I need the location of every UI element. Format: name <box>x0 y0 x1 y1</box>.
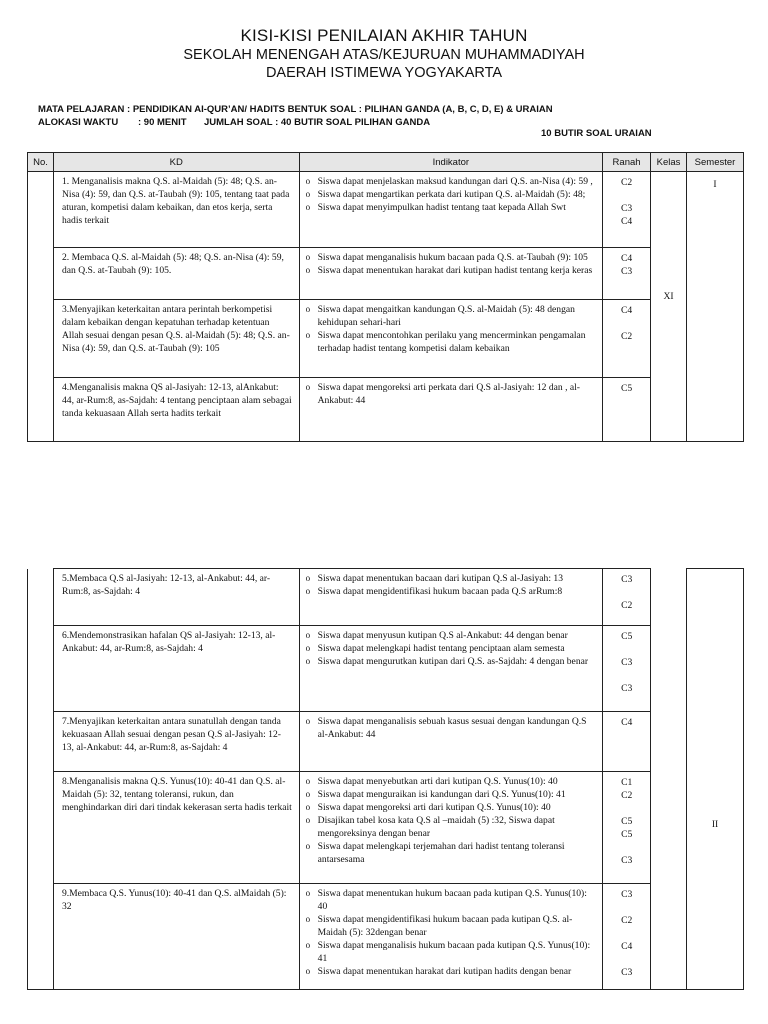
ranah-value <box>603 927 650 940</box>
ranah-value: C2 <box>620 331 633 342</box>
indikator-item: o Siswa dapat menyimpulkan hadist tentang taat kepada Allah Swt <box>306 201 599 214</box>
kd-cell: 7.Menyajikan keterkaitan antara sunatullah dengan tanda kekuasaan Allah sesuai dengan pesan Q.S al-Jasiyah: 12-13, al-Ankabut: 44, ar-Rum:8, as-Sajdah: 4 <box>53 712 299 772</box>
kd-cell: 2. Membaca Q.S. al-Maidah (5): 48; Q.S. an-Nisa (4): 59, dan Q.S. at-Taubah (9): 105. <box>53 248 299 300</box>
ranah-value <box>603 317 650 330</box>
col-no: No. <box>28 153 54 172</box>
ranah-value <box>603 802 650 815</box>
ranah-value: C2 <box>621 790 633 801</box>
meta-alokasi-value: : 90 MENIT <box>138 117 187 128</box>
ranah-cell <box>603 248 651 300</box>
indikator-item: o Siswa dapat menguraikan isi kandungan dari Q.S. Yunus(10): 41 <box>306 788 599 801</box>
ranah-value: C5 <box>620 383 633 394</box>
ranah-value <box>603 669 650 682</box>
semester-cell: II <box>687 569 744 990</box>
kd-cell: 5.Membaca Q.S al-Jasiyah: 12-13, al-Ankabut: 44, ar-Rum:8, as-Sajdah: 4 <box>53 569 299 626</box>
semester-cell: I <box>687 172 744 442</box>
kd-cell: 1. Menganalisis makna Q.S. al-Maidah (5): 48; Q.S. an-Nisa (4): 59, dan Q.S. at-Taubah (9): 105, tentang taat pada aturan, kompetisi dalam kebaikan, dan etos kerja, serta hadis terkait <box>53 172 299 248</box>
ranah-cell <box>603 300 651 378</box>
kd-cell: 4.Menganalisis makna QS al-Jasiyah: 12-13, alAnkabut: 44, ar-Rum:8, as-Sajdah: 4 tentang penciptaan alam sebagai tanda kekuasaan Allah serta hadits terkait <box>53 378 299 442</box>
indikator-item: o Siswa dapat menentukan harakat dari kutipan hadits dengan benar <box>306 965 599 978</box>
indikator-item: o Siswa dapat mengidentifikasi hukum bacaan pada Q.S arRum:8 <box>306 585 599 598</box>
ranah-value: C3 <box>620 203 633 214</box>
indikator-item: o Siswa dapat mencontohkan perilaku yang mencerminkan pengamalan terhadap hadist tentang kompetisi dalam kebaikan <box>306 329 599 355</box>
ranah-value: C3 <box>621 889 633 900</box>
ranah-value <box>603 189 650 202</box>
meta-jumlah-soal: JUMLAH SOAL : 40 BUTIR SOAL PILIHAN GANDA <box>204 117 431 128</box>
ranah-value: C3 <box>621 657 633 668</box>
indikator-item: o Siswa dapat menganalisis hukum bacaan pada Q.S. at-Taubah (9): 105 <box>306 251 599 264</box>
ranah-value <box>603 953 650 966</box>
indikator-cell <box>299 884 603 990</box>
kd-cell: 6.Mendemonstrasikan hafalan QS al-Jasiyah: 12-13, al-Ankabut: 44, ar-Rum:8, as-Sajdah: 4 <box>53 626 299 712</box>
kd-cell: 3.Menyajikan keterkaitan antara perintah berkompetisi dalam kebaikan dengan kepatuhan terhadap ketentuan Allah sesuai dengan pesan Q.S. al-Maidah (5): 48; Q.S. an-Nisa (4): 59, dan Q.S. at-Taubah (9): 105 <box>53 300 299 378</box>
col-indikator: Indikator <box>299 153 603 172</box>
indikator-item: o Siswa dapat menyebutkan arti dari kutipan Q.S. Yunus(10): 40 <box>306 775 599 788</box>
indikator-cell <box>299 378 603 442</box>
indikator-item: o Siswa dapat menganalisis sebuah kasus sesuai dengan kandungan Q.S al-Ankabut: 44 <box>306 715 599 741</box>
ranah-value: C3 <box>621 683 633 694</box>
indikator-item: o Siswa dapat melengkapi hadist tentang penciptaan alam semesta <box>306 642 599 655</box>
indikator-item: o Siswa dapat melengkapi terjemahan dari hadist tentang toleransi antarsesama <box>306 840 599 866</box>
col-kd: KD <box>53 153 299 172</box>
indikator-item: o Siswa dapat mengoreksi arti dari kutipan Q.S. Yunus(10): 40 <box>306 801 599 814</box>
meta-subject-line: MATA PELAJARAN : PENDIDIKAN AI-QUR’AN/ HADITS BENTUK SOAL : PILIHAN GANDA (A, B, C, D, E) & URAIAN <box>38 104 553 115</box>
col-ranah: Ranah <box>603 153 651 172</box>
indikator-item: o Siswa dapat mengaitkan kandungan Q.S. al-Maidah (5): 48 dengan kehidupan sehari-hari <box>306 303 599 329</box>
kelas-cell-continued <box>651 569 687 990</box>
table-header-row <box>28 153 744 172</box>
kisi-table-2 <box>27 568 744 990</box>
ranah-value: C4 <box>620 305 633 316</box>
col-kelas: Kelas <box>651 153 687 172</box>
indikator-cell <box>299 569 603 626</box>
table-row <box>28 569 744 626</box>
indikator-item: o Siswa dapat menentukan harakat dari kutipan hadist tentang kerja keras <box>306 264 599 277</box>
ranah-value: C2 <box>621 915 633 926</box>
indikator-item: o Siswa dapat menentukan hukum bacaan pada kutipan Q.S. Yunus(10): 40 <box>306 887 599 913</box>
ranah-cell <box>603 772 651 884</box>
indikator-cell <box>299 300 603 378</box>
ranah-cell <box>603 172 651 248</box>
ranah-value: C5 <box>621 631 633 642</box>
table-row <box>28 626 744 712</box>
ranah-value: C5 <box>621 816 633 827</box>
indikator-cell <box>299 626 603 712</box>
ranah-value <box>603 841 650 854</box>
ranah-value: C1 <box>621 777 633 788</box>
indikator-item: o Siswa dapat mengidentifikasi hukum bacaan pada kutipan Q.S. al-Maidah (5): 32dengan benar <box>306 913 599 939</box>
ranah-value: C4 <box>621 941 633 952</box>
table-row <box>28 172 744 248</box>
kd-cell: 9.Membaca Q.S. Yunus(10): 40-41 dan Q.S. alMaidah (5): 32 <box>53 884 299 990</box>
ranah-cell <box>603 712 651 772</box>
ranah-value: C4 <box>620 216 633 227</box>
ranah-cell <box>603 626 651 712</box>
ranah-cell <box>603 569 651 626</box>
ranah-value: C2 <box>621 600 633 611</box>
ranah-value: C3 <box>621 855 633 866</box>
ranah-value: C2 <box>620 177 633 188</box>
indikator-cell <box>299 248 603 300</box>
indikator-item: o Siswa dapat menyusun kutipan Q.S al-Ankabut: 44 dengan benar <box>306 629 599 642</box>
meta-uraian: 10 BUTIR SOAL URAIAN <box>541 128 652 139</box>
indikator-item: o Siswa dapat menjelaskan maksud kandungan dari Q.S. an-Nisa (4): 59 , <box>306 175 599 188</box>
ranah-value: C5 <box>621 829 633 840</box>
indikator-item: o Siswa dapat menganalisis hukum bacaan pada kutipan Q.S. Yunus(10): 41 <box>306 939 599 965</box>
ranah-value: C3 <box>621 967 633 978</box>
title-region: DAERAH ISTIMEWA YOGYAKARTA <box>265 65 503 81</box>
title-main: KISI-KISI PENILAIAN AKHIR TAHUN <box>240 26 528 45</box>
ranah-value: C4 <box>620 253 633 264</box>
indikator-item: o Siswa dapat menentukan bacaan dari kutipan Q.S al-Jasiyah: 13 <box>306 572 599 585</box>
col-semester: Semester <box>687 153 744 172</box>
indikator-cell <box>299 172 603 248</box>
table-row <box>28 772 744 884</box>
indikator-item: o Siswa dapat mengartikan perkata dari kutipan Q.S. al-Maidah (5): 48; <box>306 188 599 201</box>
kisi-table-1 <box>27 152 744 442</box>
table-row <box>28 884 744 990</box>
ranah-value: C4 <box>621 717 633 728</box>
indikator-cell <box>299 772 603 884</box>
ranah-value: C3 <box>621 574 633 585</box>
table-row <box>28 378 744 442</box>
kd-cell: 8.Menganalisis makna Q.S. Yunus(10): 40-41 dan Q.S. al-Maidah (5): 32, tentang toleransi, rukun, dan menghindarkan diri dari tindak kekerasan serta hadis terkait <box>53 772 299 884</box>
table-row <box>28 712 744 772</box>
indikator-cell <box>299 712 603 772</box>
title-school: SEKOLAH MENENGAH ATAS/KEJURUAN MUHAMMADIYAH <box>183 47 585 63</box>
ranah-cell <box>603 378 651 442</box>
ranah-value: C3 <box>620 266 633 277</box>
table-row <box>28 300 744 378</box>
kelas-cell: XI <box>651 172 687 442</box>
indikator-item: o Siswa dapat mengoreksi arti perkata dari Q.S al-Jasiyah: 12 dan , al-Ankabut: 44 <box>306 381 599 407</box>
meta-alokasi-label: ALOKASI WAKTU <box>38 117 119 128</box>
indikator-item: o Siswa dapat mengurutkan kutipan dari Q.S. as-Sajdah: 4 dengan benar <box>306 655 599 668</box>
ranah-value <box>603 901 650 914</box>
ranah-value <box>603 643 650 656</box>
indikator-item: o Disajikan tabel kosa kata Q.S al –maidah (5) :32, Siswa dapat mengoreksinya dengan benar <box>306 814 599 840</box>
ranah-cell <box>603 884 651 990</box>
table-row <box>28 248 744 300</box>
ranah-value <box>603 586 650 599</box>
